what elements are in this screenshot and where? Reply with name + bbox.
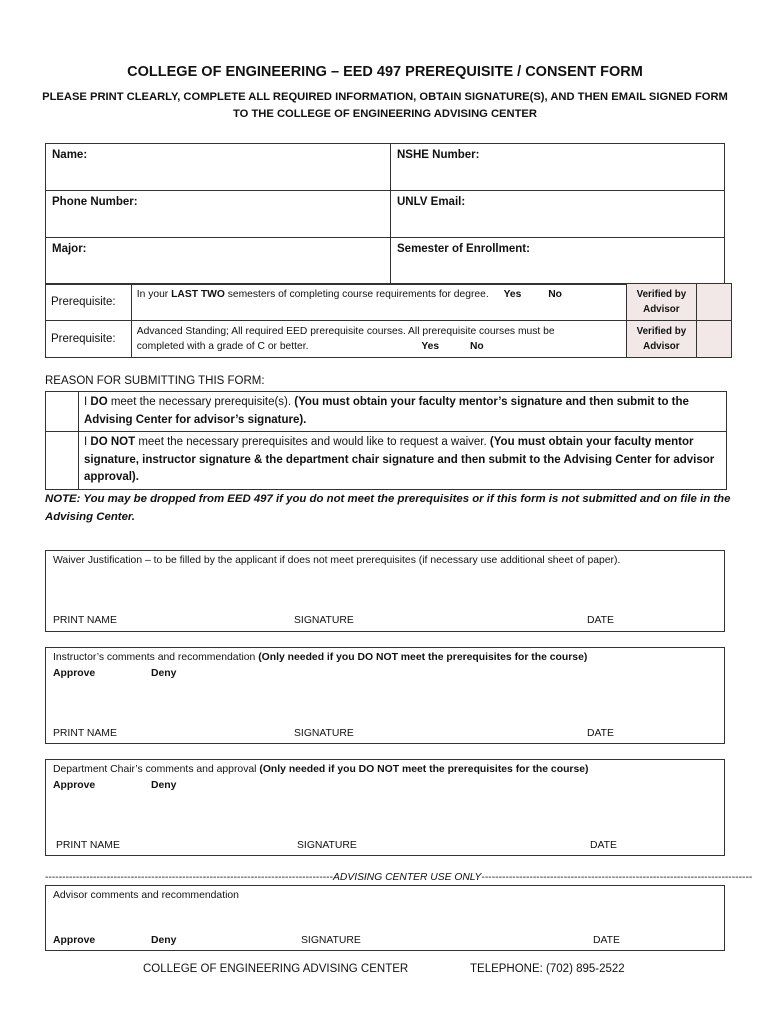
prereq1-text-post: semesters of completing course requirements for degree. bbox=[224, 289, 489, 300]
prereq1-text-bold: LAST TWO bbox=[171, 289, 225, 300]
reason-heading: REASON FOR SUBMITTING THIS FORM: bbox=[45, 375, 265, 387]
opt2-pre: I bbox=[84, 436, 91, 448]
print-name-label: PRINT NAME bbox=[53, 615, 117, 626]
prereq2-no-option[interactable]: No bbox=[469, 341, 484, 352]
reason-option-do-not bbox=[79, 432, 727, 490]
reason-checkbox-do[interactable] bbox=[46, 392, 79, 432]
print-name-label: PRINT NAME bbox=[53, 728, 117, 739]
prerequisite-table bbox=[45, 283, 732, 358]
major-field[interactable]: Major: bbox=[46, 238, 391, 285]
prereq2-line1: Advanced Standing; All required EED prerequisite courses. All prerequisite courses must be bbox=[136, 326, 555, 337]
opt1-instructions: (You must obtain your faculty mentor’s signature and then submit to the Advising Center for advisor’s signature). bbox=[84, 396, 689, 426]
signature-label: SIGNATURE bbox=[301, 935, 361, 946]
opt2-bold: DO NOT bbox=[90, 436, 136, 448]
footer-telephone: TELEPHONE: (702) 895-2522 bbox=[470, 963, 625, 975]
advisor-deny-option[interactable]: Deny bbox=[151, 935, 177, 946]
form-title: COLLEGE OF ENGINEERING – EED 497 PREREQUISITE / CONSENT FORM bbox=[127, 64, 643, 80]
chair-deny-option[interactable]: Deny bbox=[151, 780, 177, 791]
verified-line2: Advisor bbox=[643, 341, 680, 352]
date-label: DATE bbox=[590, 840, 617, 851]
prereq1-text-pre: In your bbox=[136, 289, 172, 300]
instructor-section[interactable] bbox=[45, 647, 725, 744]
prerequisite-advanced-standing bbox=[131, 321, 626, 358]
waiver-text: Waiver Justification – to be filled by the applicant if does not meet prerequisites (if necessary use additional sheet of paper). bbox=[53, 555, 621, 566]
reason-table bbox=[45, 391, 727, 490]
opt1-bold: DO bbox=[90, 396, 108, 408]
opt1-pre: I bbox=[84, 396, 91, 408]
advisor-text: Advisor comments and recommendation bbox=[53, 890, 239, 901]
advising-center-use-only-label: ADVISING CENTER USE ONLY bbox=[333, 872, 482, 883]
instructor-text bbox=[53, 652, 587, 663]
divider-left: ------------------------------------------------------------------------------------ bbox=[45, 872, 334, 883]
instructor-approve-option[interactable]: Approve bbox=[53, 668, 96, 679]
verified-by-advisor-label bbox=[627, 321, 697, 358]
opt2-post: meet the necessary prerequisites and would like to request a waiver. bbox=[135, 436, 490, 448]
nshe-number-field[interactable]: NSHE Number: bbox=[391, 144, 725, 191]
chair-approve-option[interactable]: Approve bbox=[53, 780, 96, 791]
verified-checkbox-2[interactable] bbox=[696, 321, 731, 358]
prerequisite-last-two-semesters bbox=[131, 284, 626, 321]
divider-right: ------------------------------------------------------------------------------- bbox=[481, 872, 753, 883]
signature-label: SIGNATURE bbox=[297, 840, 357, 851]
opt2-instructions: (You must obtain your faculty mentor signature, instructor signature & the department chair signature and then submit to the Advising Center for advisor approval). bbox=[84, 436, 715, 483]
prerequisite-label: Prerequisite: bbox=[46, 284, 132, 321]
name-field[interactable]: Name: bbox=[46, 144, 391, 191]
date-label: DATE bbox=[587, 728, 614, 739]
reason-checkbox-do-not[interactable] bbox=[46, 432, 79, 490]
verified-line2: Advisor bbox=[643, 304, 680, 315]
semester-field[interactable]: Semester of Enrollment: bbox=[391, 238, 725, 285]
signature-label: SIGNATURE bbox=[294, 615, 354, 626]
chair-options bbox=[53, 780, 176, 791]
verified-line1: Verified by bbox=[636, 326, 687, 337]
reason-option-do bbox=[79, 392, 727, 432]
instructor-text-bold: (Only needed if you DO NOT meet the prerequisites for the course) bbox=[258, 652, 588, 663]
prereq1-no-option[interactable]: No bbox=[548, 289, 562, 300]
chair-text-main: Department Chair’s comments and approval bbox=[53, 764, 260, 775]
prereq1-yes-option[interactable]: Yes bbox=[503, 289, 522, 300]
prereq2-yes-option[interactable]: Yes bbox=[421, 341, 440, 352]
waiver-justification-section[interactable] bbox=[45, 550, 725, 632]
verified-by-advisor-label bbox=[627, 284, 697, 321]
signature-label: SIGNATURE bbox=[294, 728, 354, 739]
department-chair-section[interactable] bbox=[45, 759, 725, 856]
advisor-approve-option[interactable]: Approve bbox=[53, 935, 96, 946]
advising-center-divider bbox=[45, 872, 753, 883]
date-label: DATE bbox=[587, 615, 614, 626]
print-name-label: PRINT NAME bbox=[56, 840, 120, 851]
note-text: NOTE: You may be dropped from EED 497 if you do not meet the prerequisites or if this form is not submitted and on file in the Advising Center. bbox=[45, 493, 731, 523]
unlv-email-field[interactable]: UNLV Email: bbox=[391, 191, 725, 238]
date-label: DATE bbox=[593, 935, 620, 946]
student-info-table bbox=[45, 143, 725, 285]
instructor-options bbox=[53, 668, 176, 679]
phone-number-field[interactable]: Phone Number: bbox=[46, 191, 391, 238]
instructor-text-main: Instructor’s comments and recommendation bbox=[53, 652, 259, 663]
chair-text bbox=[53, 764, 588, 775]
chair-text-bold: (Only needed if you DO NOT meet the prerequisites for the course) bbox=[259, 764, 589, 775]
footer-advising-center: COLLEGE OF ENGINEERING ADVISING CENTER bbox=[143, 963, 409, 975]
instructor-deny-option[interactable]: Deny bbox=[151, 668, 177, 679]
prerequisite-label: Prerequisite: bbox=[46, 321, 132, 358]
verified-checkbox-1[interactable] bbox=[696, 284, 731, 321]
prereq2-line2: completed with a grade of C or better. bbox=[136, 341, 309, 352]
verified-line1: Verified by bbox=[636, 289, 687, 300]
form-instructions: PLEASE PRINT CLEARLY, COMPLETE ALL REQUIRED INFORMATION, OBTAIN SIGNATURE(S), AND THEN EMAIL SIGNED FORM TO THE COLLEGE OF ENGINEERING ADVISING CENTER bbox=[42, 91, 728, 120]
advisor-section[interactable] bbox=[45, 885, 725, 951]
opt1-post: meet the necessary prerequisite(s). bbox=[107, 396, 295, 408]
